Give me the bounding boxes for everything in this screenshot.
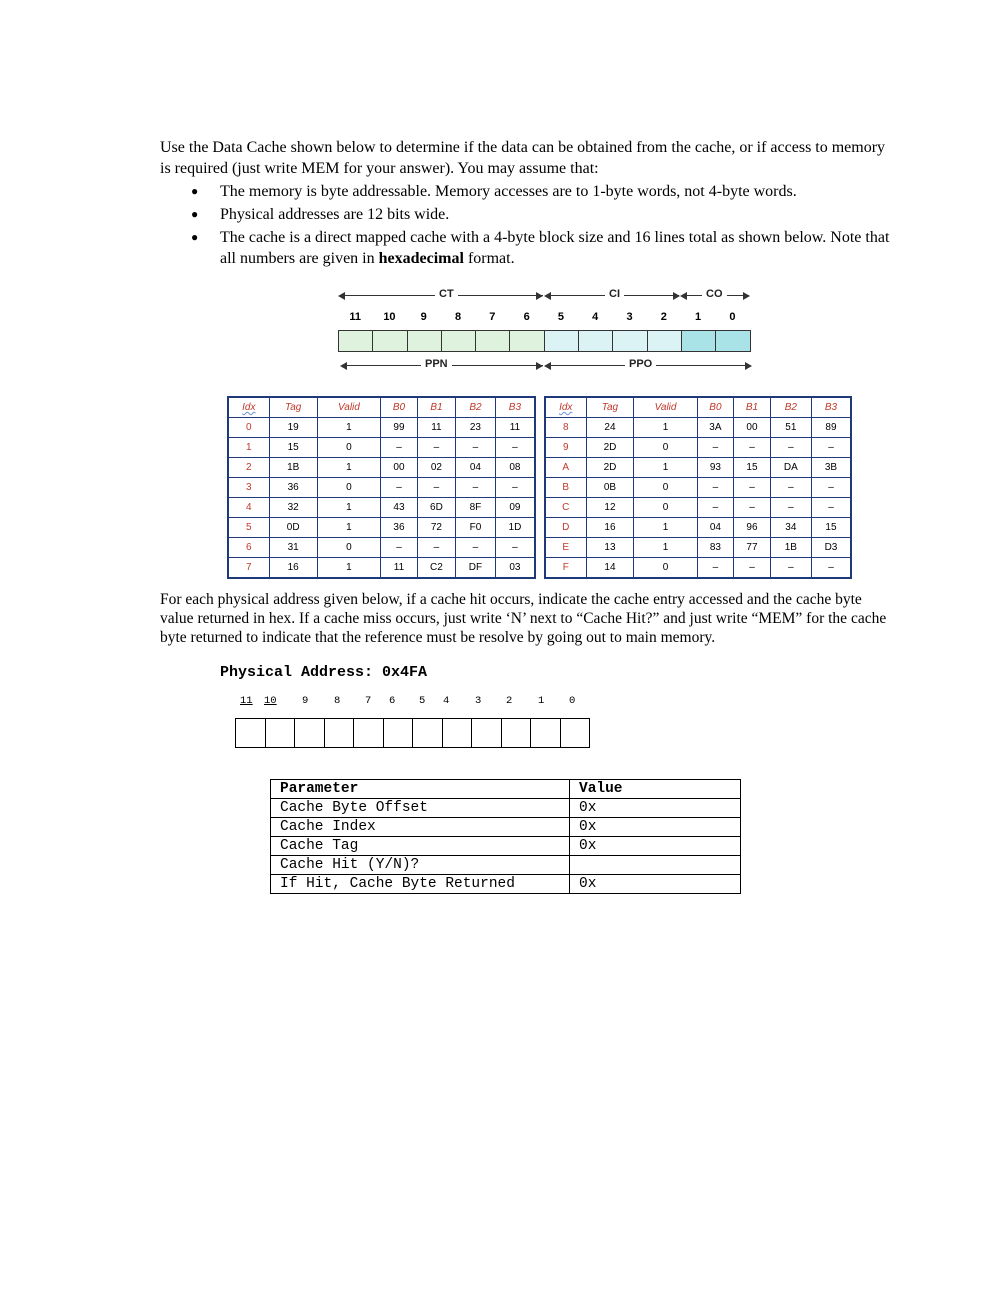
cache-cell: 15 bbox=[811, 518, 851, 538]
cache-index-cell: 4 bbox=[228, 498, 269, 518]
parameter-name: Cache Hit (Y/N)? bbox=[271, 856, 570, 875]
bit-number: 11 bbox=[240, 695, 253, 707]
cache-header-valid: Valid bbox=[317, 397, 380, 418]
cache-cell: 00 bbox=[381, 458, 418, 478]
question-paragraph: For each physical address given below, if a cache hit occurs, indicate the cache entry accessed and the cache byte value returned in hex. If a cache miss occurs, just write ‘N’ next to “Cache Hit?” and just write “MEM” for the cache byte returned to indicate that the reference must be resolve by going out to main memory. bbox=[160, 591, 887, 646]
cache-line-row bbox=[228, 498, 535, 518]
cache-cell: C2 bbox=[417, 558, 455, 579]
bit-number: 10 bbox=[383, 311, 396, 323]
assumption-text-end: format. bbox=[463, 250, 515, 267]
ppn-label: PPN bbox=[421, 358, 452, 370]
cache-header-idx: Idx bbox=[545, 397, 586, 418]
cache-cell: 04 bbox=[697, 518, 734, 538]
cache-cell: 08 bbox=[495, 458, 535, 478]
cache-cell: 0 bbox=[317, 438, 380, 458]
cache-index-cell: 3 bbox=[228, 478, 269, 498]
arrow-right-icon bbox=[536, 362, 543, 370]
cache-cell: 3A bbox=[697, 418, 734, 438]
cache-cell: – bbox=[770, 438, 811, 458]
cache-line-row bbox=[228, 418, 535, 438]
cache-cell: – bbox=[697, 498, 734, 518]
cache-cell: 04 bbox=[456, 458, 496, 478]
cache-cell: 1D bbox=[495, 518, 535, 538]
value-header: Value bbox=[570, 780, 741, 799]
physical-address-bit-numbers bbox=[240, 695, 589, 707]
arrow-left-icon bbox=[340, 362, 347, 370]
cache-cell: 12 bbox=[586, 498, 634, 518]
cache-header-b0: B0 bbox=[381, 397, 418, 418]
parameter-table bbox=[270, 779, 741, 894]
bit-number: 2 bbox=[660, 311, 667, 323]
bit-cell-ct bbox=[408, 331, 442, 351]
cache-cell: 1 bbox=[317, 558, 380, 579]
cache-index-cell: B bbox=[545, 478, 586, 498]
arrow-right-icon bbox=[673, 292, 680, 300]
cache-cell: – bbox=[456, 438, 496, 458]
cache-cell: – bbox=[417, 478, 455, 498]
bit-numbers bbox=[338, 311, 750, 323]
cache-cell: – bbox=[811, 558, 851, 579]
cache-cell: – bbox=[456, 538, 496, 558]
cache-cell: 0 bbox=[634, 478, 697, 498]
cache-cell: 89 bbox=[811, 418, 851, 438]
cache-index-cell: A bbox=[545, 458, 586, 478]
cache-line-row bbox=[545, 518, 851, 538]
cache-cell: 0B bbox=[586, 478, 634, 498]
assumption-list bbox=[160, 181, 890, 269]
cache-cell: – bbox=[734, 558, 771, 579]
cache-cell: 1 bbox=[317, 498, 380, 518]
cache-header-b0: B0 bbox=[697, 397, 734, 418]
arrow-left-icon bbox=[680, 292, 687, 300]
bit-answer-box[interactable] bbox=[472, 719, 502, 747]
bit-number: 8 bbox=[454, 311, 462, 323]
cache-cell: – bbox=[697, 438, 734, 458]
cache-line-row bbox=[228, 438, 535, 458]
cache-cell: 1B bbox=[269, 458, 317, 478]
field-labels-bottom bbox=[335, 356, 755, 374]
cache-cell: 96 bbox=[734, 518, 771, 538]
arrow-right-icon bbox=[743, 292, 750, 300]
ci-label: CI bbox=[605, 288, 624, 300]
cache-cell: 77 bbox=[734, 538, 771, 558]
bit-answer-box[interactable] bbox=[354, 719, 384, 747]
cache-header-b3: B3 bbox=[495, 397, 535, 418]
bit-cell-co bbox=[682, 331, 716, 351]
bit-cell-ct bbox=[373, 331, 407, 351]
bit-number: 6 bbox=[389, 695, 396, 707]
cache-cell: – bbox=[381, 538, 418, 558]
cache-cell: F0 bbox=[456, 518, 496, 538]
cache-line-row bbox=[545, 558, 851, 579]
bit-cells bbox=[338, 330, 751, 352]
cache-cell: 93 bbox=[697, 458, 734, 478]
parameter-name: Cache Tag bbox=[271, 837, 570, 856]
cache-cell: – bbox=[770, 498, 811, 518]
cache-cell: 00 bbox=[734, 418, 771, 438]
cache-index-cell: 9 bbox=[545, 438, 586, 458]
cache-cell: – bbox=[381, 478, 418, 498]
bit-cell-ci bbox=[648, 331, 682, 351]
cache-cell: 43 bbox=[381, 498, 418, 518]
parameter-value[interactable]: 0x bbox=[570, 837, 741, 856]
bit-answer-box[interactable] bbox=[266, 719, 296, 747]
assumption-bold: hexadecimal bbox=[378, 250, 464, 267]
bit-answer-box[interactable] bbox=[413, 719, 443, 747]
cache-line-row bbox=[228, 478, 535, 498]
assumption-item bbox=[220, 227, 890, 269]
cache-index-cell: 6 bbox=[228, 538, 269, 558]
bit-answer-box[interactable] bbox=[325, 719, 355, 747]
bit-cell-ct bbox=[510, 331, 544, 351]
cache-cell: 1 bbox=[634, 458, 697, 478]
cache-cell: 2D bbox=[586, 438, 634, 458]
bit-number: 6 bbox=[523, 311, 530, 323]
bit-cell-ci bbox=[545, 331, 579, 351]
ppo-label: PPO bbox=[625, 358, 656, 370]
instructions bbox=[160, 137, 890, 271]
cache-line-row bbox=[545, 538, 851, 558]
cache-cell: 23 bbox=[456, 418, 496, 438]
arrow-left-icon bbox=[544, 362, 551, 370]
cache-cell: 11 bbox=[495, 418, 535, 438]
assumption-text: The cache is a direct mapped cache with a 4-byte block size and 16 lines total as shown below. Note that all numbers are given in bbox=[220, 229, 890, 267]
bit-cell-co bbox=[716, 331, 749, 351]
cache-cell: – bbox=[734, 478, 771, 498]
cache-cell: 31 bbox=[269, 538, 317, 558]
cache-header-b2: B2 bbox=[456, 397, 496, 418]
bit-cell-ci bbox=[613, 331, 647, 351]
cache-cell: 09 bbox=[495, 498, 535, 518]
cache-cell: – bbox=[811, 498, 851, 518]
bit-number: 4 bbox=[592, 311, 599, 323]
cache-index-cell: E bbox=[545, 538, 586, 558]
cache-header-tag: Tag bbox=[269, 397, 317, 418]
cache-line-row bbox=[228, 558, 535, 579]
bit-number: 5 bbox=[557, 311, 564, 323]
cache-cell: 19 bbox=[269, 418, 317, 438]
arrow-left-icon bbox=[338, 292, 345, 300]
physical-address-title: Physical Address: 0x4FA bbox=[220, 664, 428, 681]
cache-cell: 16 bbox=[586, 518, 634, 538]
bit-number: 11 bbox=[349, 311, 361, 323]
cache-cell: 34 bbox=[770, 518, 811, 538]
cache-cell: – bbox=[495, 478, 535, 498]
cache-cell: – bbox=[811, 438, 851, 458]
parameter-name: Cache Index bbox=[271, 818, 570, 837]
bit-number: 1 bbox=[695, 311, 702, 323]
cache-index-cell: 1 bbox=[228, 438, 269, 458]
cache-cell: 3B bbox=[811, 458, 851, 478]
bit-number: 8 bbox=[334, 695, 341, 707]
cache-cell: 0 bbox=[634, 558, 697, 579]
cache-cell: 15 bbox=[269, 438, 317, 458]
cache-header-idx: Idx bbox=[228, 397, 269, 418]
bit-answer-box[interactable] bbox=[295, 719, 325, 747]
cache-cell: 0 bbox=[317, 538, 380, 558]
cache-index-cell: 5 bbox=[228, 518, 269, 538]
cache-cell: 1 bbox=[317, 518, 380, 538]
arrow-right-icon bbox=[536, 292, 543, 300]
cache-cell: 51 bbox=[770, 418, 811, 438]
bit-answer-box[interactable] bbox=[236, 719, 266, 747]
cache-cell: DA bbox=[770, 458, 811, 478]
cache-cell: 72 bbox=[417, 518, 455, 538]
parameter-name: If Hit, Cache Byte Returned bbox=[271, 875, 570, 894]
cache-index-cell: 2 bbox=[228, 458, 269, 478]
intro-paragraph: Use the Data Cache shown below to determine if the data can be obtained from the cache, or if access to memory is required (just write MEM for your answer). You may assume that: bbox=[160, 139, 886, 177]
cache-cell: 1 bbox=[634, 418, 697, 438]
cache-cell: 0 bbox=[634, 498, 697, 518]
cache-cell: 1 bbox=[317, 458, 380, 478]
parameter-header-row bbox=[271, 780, 741, 799]
parameter-value[interactable]: 0x bbox=[570, 818, 741, 837]
cache-cell: – bbox=[734, 438, 771, 458]
bit-cell-ci bbox=[579, 331, 613, 351]
bit-cell-ct bbox=[339, 331, 373, 351]
parameter-row bbox=[271, 818, 741, 837]
cache-cell: – bbox=[697, 558, 734, 579]
assumption-item: ● The memory is byte addressable. Memory accesses are to 1-byte words, not 4-byte words. bbox=[220, 181, 890, 202]
cache-cell: 1 bbox=[634, 538, 697, 558]
parameter-row bbox=[271, 837, 741, 856]
cache-header-b2: B2 bbox=[770, 397, 811, 418]
cache-header-b1: B1 bbox=[734, 397, 771, 418]
cache-cell: 2D bbox=[586, 458, 634, 478]
cache-index-cell: 0 bbox=[228, 418, 269, 438]
cache-cell: DF bbox=[456, 558, 496, 579]
physical-address-bit-boxes bbox=[235, 718, 590, 748]
bit-number: 5 bbox=[419, 695, 426, 707]
bit-number: 10 bbox=[264, 695, 277, 707]
parameter-value[interactable]: 0x bbox=[570, 799, 741, 818]
arrow-right-icon bbox=[745, 362, 752, 370]
bit-number: 3 bbox=[626, 311, 633, 323]
bit-answer-box[interactable] bbox=[443, 719, 473, 747]
cache-cell: – bbox=[495, 538, 535, 558]
bit-number: 7 bbox=[365, 695, 372, 707]
bit-answer-box[interactable] bbox=[384, 719, 414, 747]
parameter-value[interactable] bbox=[570, 856, 741, 875]
bit-answer-box[interactable] bbox=[502, 719, 532, 747]
cache-cell: – bbox=[381, 438, 418, 458]
cache-cell: 1 bbox=[634, 518, 697, 538]
parameter-value[interactable]: 0x bbox=[570, 875, 741, 894]
bit-answer-box[interactable] bbox=[561, 719, 590, 747]
parameter-row bbox=[271, 875, 741, 894]
cache-cell: – bbox=[811, 478, 851, 498]
cache-cell: – bbox=[697, 478, 734, 498]
cache-line-row bbox=[228, 538, 535, 558]
bit-cell-ct bbox=[442, 331, 476, 351]
arrow-left-icon bbox=[544, 292, 551, 300]
cache-cell: – bbox=[456, 478, 496, 498]
cache-header-tag: Tag bbox=[586, 397, 634, 418]
cache-cell: 11 bbox=[381, 558, 418, 579]
ct-label: CT bbox=[435, 288, 458, 300]
bit-number: 4 bbox=[443, 695, 450, 707]
cache-header-b1: B1 bbox=[417, 397, 455, 418]
cache-cell: 14 bbox=[586, 558, 634, 579]
bit-number: 7 bbox=[489, 311, 496, 323]
parameter-header: Parameter bbox=[271, 780, 570, 799]
cache-line-row bbox=[228, 458, 535, 478]
cache-line-row bbox=[228, 518, 535, 538]
cache-cell: 32 bbox=[269, 498, 317, 518]
assumption-item: ● Physical addresses are 12 bits wide. bbox=[220, 204, 890, 225]
co-label: CO bbox=[702, 288, 727, 300]
cache-cell: – bbox=[495, 438, 535, 458]
field-labels-top bbox=[335, 286, 755, 304]
cache-cell: – bbox=[734, 498, 771, 518]
cache-cell: 11 bbox=[417, 418, 455, 438]
cache-cell: 36 bbox=[269, 478, 317, 498]
cache-cell: 1 bbox=[317, 418, 380, 438]
cache-cell: 6D bbox=[417, 498, 455, 518]
cache-cell: 1B bbox=[770, 538, 811, 558]
cache-cell: 0 bbox=[634, 438, 697, 458]
bit-number: 1 bbox=[538, 695, 545, 707]
cache-index-cell: F bbox=[545, 558, 586, 579]
bit-number: 0 bbox=[569, 695, 576, 707]
bit-answer-box[interactable] bbox=[531, 719, 561, 747]
cache-line-row bbox=[545, 418, 851, 438]
cache-table-right bbox=[544, 396, 852, 579]
question-instructions bbox=[160, 590, 890, 647]
cache-cell: 36 bbox=[381, 518, 418, 538]
cache-index-cell: D bbox=[545, 518, 586, 538]
cache-cell: – bbox=[417, 438, 455, 458]
cache-cell: 8F bbox=[456, 498, 496, 518]
bit-number: 0 bbox=[729, 311, 736, 323]
parameter-row bbox=[271, 799, 741, 818]
cache-cell: – bbox=[770, 478, 811, 498]
cache-cell: 83 bbox=[697, 538, 734, 558]
cache-cell: D3 bbox=[811, 538, 851, 558]
cache-table-left bbox=[227, 396, 536, 579]
parameter-row bbox=[271, 856, 741, 875]
cache-cell: 15 bbox=[734, 458, 771, 478]
cache-line-row bbox=[545, 458, 851, 478]
cache-index-cell: 7 bbox=[228, 558, 269, 579]
parameter-name: Cache Byte Offset bbox=[271, 799, 570, 818]
cache-cell: 03 bbox=[495, 558, 535, 579]
cache-index-cell: 8 bbox=[545, 418, 586, 438]
cache-cell: 0D bbox=[269, 518, 317, 538]
cache-header-valid: Valid bbox=[634, 397, 697, 418]
cache-header-row bbox=[228, 397, 535, 418]
bit-number: 9 bbox=[302, 695, 309, 707]
bit-number: 9 bbox=[420, 311, 427, 323]
cache-cell: 99 bbox=[381, 418, 418, 438]
cache-cell: – bbox=[417, 538, 455, 558]
cache-cell: – bbox=[770, 558, 811, 579]
cache-line-row bbox=[545, 498, 851, 518]
cache-cell: 16 bbox=[269, 558, 317, 579]
cache-line-row bbox=[545, 438, 851, 458]
address-bit-diagram bbox=[335, 286, 755, 376]
cache-header-b3: B3 bbox=[811, 397, 851, 418]
cache-index-cell: C bbox=[545, 498, 586, 518]
cache-cell: 13 bbox=[586, 538, 634, 558]
cache-cell: 0 bbox=[317, 478, 380, 498]
cache-cell: 02 bbox=[417, 458, 455, 478]
cache-header-row bbox=[545, 397, 851, 418]
bit-number: 3 bbox=[475, 695, 482, 707]
bit-number: 2 bbox=[506, 695, 513, 707]
bit-cell-ct bbox=[476, 331, 510, 351]
cache-line-row bbox=[545, 478, 851, 498]
cache-cell: 24 bbox=[586, 418, 634, 438]
